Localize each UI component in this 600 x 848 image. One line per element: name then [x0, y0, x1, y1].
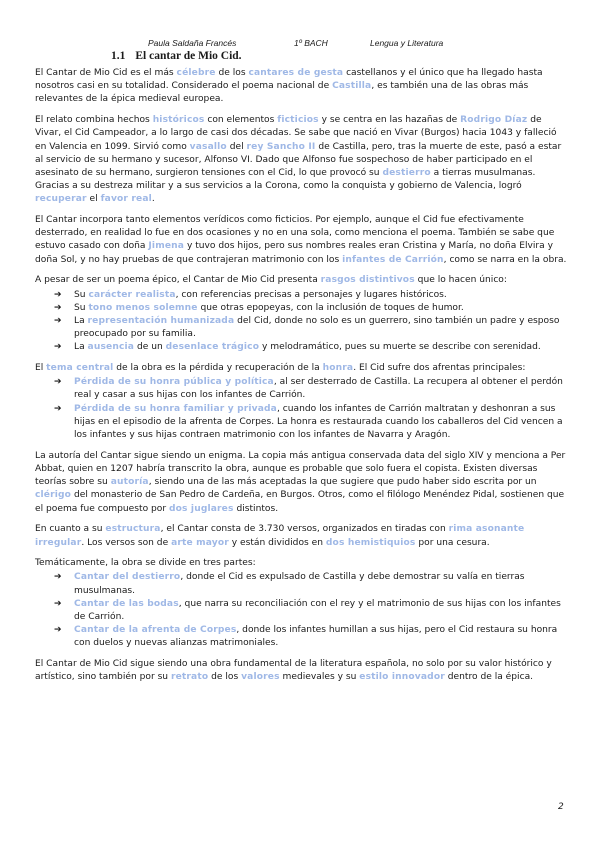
page-number: 2	[558, 802, 564, 812]
text-run: distintos.	[233, 503, 279, 514]
list-item	[74, 302, 567, 315]
section-title: El cantar de Mio Cid.	[135, 50, 242, 62]
text-run: castellanos y el único que ha llegado hasta nosotros casi en su totalidad. Considerado el poema nacional de	[35, 68, 543, 92]
highlighted-term: clérigo	[35, 490, 72, 501]
document-body	[35, 67, 567, 692]
list-item	[74, 571, 567, 597]
text-run: de la obra es la pérdida y recuperación de la	[113, 363, 323, 374]
text-run: En cuanto a su	[35, 524, 106, 535]
text-run: El Cantar de Mio Cid sigue siendo una obra fundamental de la literatura española, no solo por su valor histórico y artístico, sino también por su	[35, 659, 552, 683]
paragraph	[35, 523, 567, 549]
list-item	[74, 341, 567, 354]
text-run: El relato combina hechos	[35, 115, 153, 126]
highlighted-term: retrato	[170, 672, 209, 683]
text-run: Su	[74, 289, 89, 300]
text-run: , el Cantar consta de 3.730 versos, organizados en tiradas con	[160, 524, 449, 535]
text-run: por una cesura.	[415, 537, 490, 548]
text-run: La	[74, 315, 88, 326]
text-run: A pesar de ser un poema épico, el Cantar de Mio Cid presenta	[35, 275, 321, 286]
text-run: y tuvo dos hijos, pero sus nombres reales eran Cristina y María, no doña Elvira y doña Sol, y no hay pruebas de que contrajeran matrimonio con los	[35, 241, 553, 265]
highlighted-term: desenlace trágico	[165, 342, 260, 353]
text-run: El Cantar de Mio Cid es el más	[35, 68, 177, 78]
paragraph	[35, 557, 567, 570]
highlighted-term: Pérdida de su honra pública y política	[74, 377, 274, 388]
text-run: y están divididos en	[228, 537, 326, 548]
text-run: . El Cid sufre dos afrentas principales:	[353, 363, 526, 374]
text-run: de Castilla, pero, tras la muerte de este, pasó a estar al servicio de su hermano y sucesor, Alfonso VI. Dado que Alfonso fue sospechoso de haber participado en el asesinato de su hermano, surgieron tensiones con el Cid, lo que provocó su	[35, 141, 562, 178]
highlighted-term: tono menos solemne	[88, 302, 198, 313]
highlighted-term: favor real	[100, 194, 152, 205]
highlighted-term: estructura	[105, 524, 161, 535]
bullet-list	[35, 376, 567, 442]
text-run: , como se narra en la obra.	[443, 254, 567, 265]
list-item	[74, 598, 567, 624]
text-run: , cuando los infantes de Carrión maltratan y deshonran a sus hijas en el episodio de la afrenta de Corpes. La honra es restaurada cuando los caballeros del Cid vencen a los infantes y sus hijas contraen matrimonio con los infantes de Navarra y Aragón.	[74, 403, 563, 441]
list-item	[74, 376, 567, 402]
text-run: Su	[74, 302, 89, 313]
section-heading	[111, 50, 242, 62]
paragraph	[35, 362, 567, 375]
text-run: de un	[134, 342, 166, 353]
highlighted-term: valores	[241, 672, 280, 683]
text-run: medievales y su	[279, 672, 360, 683]
section-number: 1.1	[111, 50, 126, 62]
highlighted-term: históricos	[152, 115, 205, 126]
highlighted-term: autoría	[110, 477, 149, 488]
paragraph	[35, 658, 567, 684]
text-run: del Cid, donde no solo es un guerrero, sino también un padre y esposo preocupado por su familia.	[74, 315, 560, 340]
highlighted-term: tema central	[46, 363, 114, 374]
text-run: que otras epopeyas, con la inclusión de toques de humor.	[197, 302, 464, 313]
text-run: que lo hacen único:	[414, 275, 507, 286]
highlighted-term: honra	[322, 363, 354, 374]
text-run: La	[74, 342, 88, 353]
highlighted-term: Jimena	[148, 241, 185, 252]
text-run: de los	[208, 672, 242, 683]
highlighted-term: dos hemistiquios	[325, 537, 416, 548]
text-run: , al ser desterrado de Castilla. La recupera al obtener el perdón real y casar a sus hijas con los infantes de Carrión.	[74, 377, 563, 401]
text-run: , siendo una de las más aceptadas la que sugiere que pudo haber sido escrita por un	[148, 477, 537, 488]
highlighted-term: Cantar de la afrenta de Corpes	[74, 625, 237, 636]
text-run: . Los versos son de	[81, 537, 172, 548]
highlighted-term: carácter realista	[88, 289, 176, 300]
paragraph	[35, 274, 567, 287]
paragraph	[35, 114, 567, 206]
text-run: de los	[215, 68, 249, 78]
paragraph	[35, 67, 567, 107]
header-author: Paula Saldaña Francés	[148, 38, 237, 48]
bullet-list	[35, 571, 567, 650]
text-run: , es también una de las obras más relevantes de la épica medieval europea.	[35, 81, 529, 105]
highlighted-term: Cantar del destierro	[74, 572, 181, 583]
text-run: y melodramático, pues su muerte se describe con serenidad.	[259, 342, 541, 353]
highlighted-term: representación humanizada	[87, 315, 235, 326]
highlighted-term: dos juglares	[169, 503, 234, 514]
list-item	[74, 403, 567, 443]
header-subject: Lengua y Literatura	[370, 38, 444, 48]
highlighted-term: infantes de Carrión	[342, 254, 444, 265]
text-run: del monasterio de San Pedro de Cardeña, en Burgos. Otros, como el filólogo Menéndez Pidal, sostienen que el poema fue compuesto por	[35, 490, 565, 514]
header-grade: 1º BACH	[294, 38, 328, 48]
text-run: a tierras musulmanas. Gracias a su destreza militar y a sus servicios a la Corona, como la conquista y gobierno de Valencia, logró	[35, 167, 536, 192]
highlighted-term: Cantar de las bodas	[74, 598, 179, 609]
highlighted-term: vasallo	[189, 141, 227, 152]
text-run: El Cantar incorpora tanto elementos verídicos como ficticios. Por ejemplo, aunque el Cid fue efectivamente desterrado, en realidad lo fue en dos ocasiones y no en una sola, como menciona el poema. También se sabe que estuvo casado con doña	[35, 215, 555, 252]
text-run: El	[35, 363, 47, 374]
list-item	[74, 315, 567, 341]
highlighted-term: ficticios	[277, 115, 319, 126]
text-run: dentro de la épica.	[444, 672, 534, 683]
text-run: , donde los infantes humillan a sus hijas, pero el Cid restaura su honra con duelos y nuevas alianzas matrimoniales.	[74, 625, 558, 649]
highlighted-term: rey Sancho II	[246, 141, 316, 152]
highlighted-term: Pérdida de su honra familiar y privada	[74, 403, 277, 414]
highlighted-term: cantares de gesta	[248, 68, 344, 78]
paragraph	[35, 214, 567, 267]
highlighted-term: recuperar	[35, 194, 87, 205]
text-run: de Vivar, el Cid Campeador, a lo largo de casi dos décadas. Se sabe que nació en Vivar (Burgos) hacia 1043 y falleció en Valencia en 1099. Sirvió como	[35, 115, 557, 152]
text-run: .	[151, 194, 155, 205]
highlighted-term: ausencia	[87, 342, 135, 353]
text-run: con elementos	[204, 115, 278, 126]
text-run: y se centra en las hazañas de	[318, 115, 461, 126]
bullet-list	[35, 289, 567, 355]
text-run: , que narra su reconciliación con el rey y el matrimonio de sus hijas con los infantes de Carrión.	[74, 598, 561, 623]
highlighted-term: arte mayor	[171, 537, 229, 548]
text-run: La autoría del Cantar sigue siendo un enigma. La copia más antigua conservada data del siglo XIV y menciona a Per Abbat, quien en 1207 habría transcrito la obra, aunque es probable que solo fuera el copista. Existen diversas teorías sobre su	[35, 450, 566, 488]
text-run: del	[226, 141, 247, 152]
highlighted-term: rasgos distintivos	[320, 275, 415, 286]
highlighted-term: Rodrigo Díaz	[460, 115, 528, 126]
text-run: Temáticamente, la obra se divide en tres partes:	[35, 558, 256, 569]
list-item	[74, 624, 567, 650]
highlighted-term: célebre	[176, 68, 216, 78]
highlighted-term: Castilla	[332, 81, 372, 92]
paragraph	[35, 450, 567, 516]
text-run: , donde el Cid es expulsado de Castilla y debe demostrar su valía en tierras musulmanas.	[74, 572, 525, 596]
text-run: el	[86, 194, 101, 205]
text-run: , con referencias precisas a personajes y lugares históricos.	[175, 289, 447, 300]
highlighted-term: rima asonante irregular	[35, 524, 525, 548]
highlighted-term: estilo innovador	[359, 672, 445, 683]
highlighted-term: destierro	[382, 167, 431, 178]
list-item	[74, 289, 567, 302]
